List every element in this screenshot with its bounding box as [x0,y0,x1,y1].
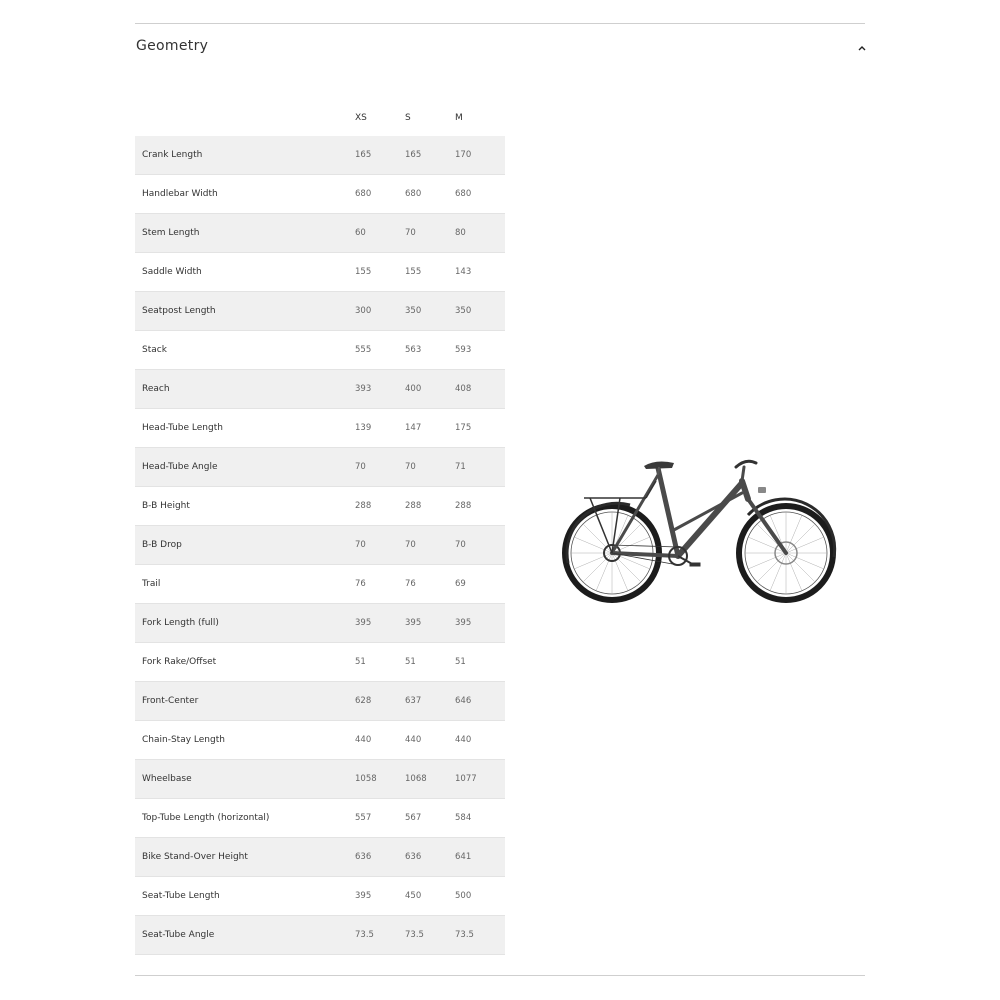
row-value: 440 [405,721,455,760]
table-row [135,682,505,721]
row-value: 80 [455,214,505,253]
chevron-up-icon [855,40,869,54]
row-value: 408 [455,370,505,409]
table-row [135,760,505,799]
row-label: Stack [135,331,355,370]
row-value: 300 [355,292,405,331]
geometry-table [135,99,505,955]
row-value: 567 [405,799,455,838]
row-value: 628 [355,682,405,721]
section-top-divider [135,23,865,24]
table-row [135,838,505,877]
row-label: Crank Length [135,136,355,175]
row-label: Stem Length [135,214,355,253]
row-value: 637 [405,682,455,721]
row-value: 350 [405,292,455,331]
table-row [135,799,505,838]
table-row [135,214,505,253]
table-row [135,253,505,292]
row-value: 69 [455,565,505,604]
row-value: 400 [405,370,455,409]
row-value: 70 [355,526,405,565]
row-value: 557 [355,799,405,838]
table-row [135,136,505,175]
section-bottom-divider [135,975,865,976]
row-value: 680 [405,175,455,214]
collapse-toggle-button[interactable] [855,40,869,54]
table-row [135,292,505,331]
table-row [135,877,505,916]
row-value: 51 [455,643,505,682]
row-value: 440 [455,721,505,760]
row-value: 288 [355,487,405,526]
row-label: Bike Stand-Over Height [135,838,355,877]
row-value: 1068 [405,760,455,799]
row-value: 139 [355,409,405,448]
row-value: 165 [355,136,405,175]
row-value: 288 [455,487,505,526]
row-value: 70 [455,526,505,565]
row-label: Fork Length (full) [135,604,355,643]
row-value: 70 [355,448,405,487]
row-value: 70 [405,526,455,565]
table-row [135,721,505,760]
row-value: 147 [405,409,455,448]
size-header-m: M [455,112,463,123]
row-value: 51 [355,643,405,682]
row-value: 636 [405,838,455,877]
row-label: Fork Rake/Offset [135,643,355,682]
row-value: 393 [355,370,405,409]
row-value: 70 [405,448,455,487]
row-label: Seat-Tube Length [135,877,355,916]
row-value: 165 [405,136,455,175]
geometry-table-body [135,136,505,955]
row-value: 440 [355,721,405,760]
row-value: 155 [405,253,455,292]
row-value: 636 [355,838,405,877]
table-row [135,409,505,448]
row-value: 288 [405,487,455,526]
row-label: Seat-Tube Angle [135,916,355,955]
bike-image [560,453,840,613]
row-value: 1077 [455,760,505,799]
row-value: 680 [455,175,505,214]
row-value: 1058 [355,760,405,799]
row-label: B-B Height [135,487,355,526]
row-value: 71 [455,448,505,487]
table-row [135,643,505,682]
row-value: 73.5 [455,916,505,955]
row-value: 450 [405,877,455,916]
row-label: Head-Tube Length [135,409,355,448]
row-label: Seatpost Length [135,292,355,331]
table-row [135,526,505,565]
row-value: 155 [355,253,405,292]
row-label: Reach [135,370,355,409]
row-label: Handlebar Width [135,175,355,214]
row-value: 641 [455,838,505,877]
row-value: 76 [405,565,455,604]
row-value: 555 [355,331,405,370]
row-value: 593 [455,331,505,370]
size-header-xs: XS [355,112,367,123]
row-value: 73.5 [405,916,455,955]
table-row [135,487,505,526]
size-header-s: S [405,112,411,123]
row-value: 646 [455,682,505,721]
row-value: 563 [405,331,455,370]
table-row [135,175,505,214]
table-row [135,370,505,409]
table-row [135,565,505,604]
row-label: Front-Center [135,682,355,721]
row-value: 350 [455,292,505,331]
row-value: 584 [455,799,505,838]
section-title: Geometry [136,38,209,54]
row-label: B-B Drop [135,526,355,565]
row-value: 73.5 [355,916,405,955]
row-label: Trail [135,565,355,604]
row-value: 60 [355,214,405,253]
row-value: 175 [455,409,505,448]
row-label: Chain-Stay Length [135,721,355,760]
row-label: Top-Tube Length (horizontal) [135,799,355,838]
geometry-table-header [135,99,505,136]
row-value: 170 [455,136,505,175]
row-value: 500 [455,877,505,916]
row-label: Wheelbase [135,760,355,799]
row-label: Head-Tube Angle [135,448,355,487]
table-row [135,331,505,370]
table-row [135,916,505,955]
header-measurement [135,99,355,136]
row-value: 70 [405,214,455,253]
row-value: 395 [405,604,455,643]
row-value: 680 [355,175,405,214]
table-row [135,604,505,643]
row-value: 395 [355,604,405,643]
row-value: 143 [455,253,505,292]
row-value: 395 [355,877,405,916]
row-value: 51 [405,643,455,682]
row-value: 76 [355,565,405,604]
row-label: Saddle Width [135,253,355,292]
row-value: 395 [455,604,505,643]
table-row [135,448,505,487]
